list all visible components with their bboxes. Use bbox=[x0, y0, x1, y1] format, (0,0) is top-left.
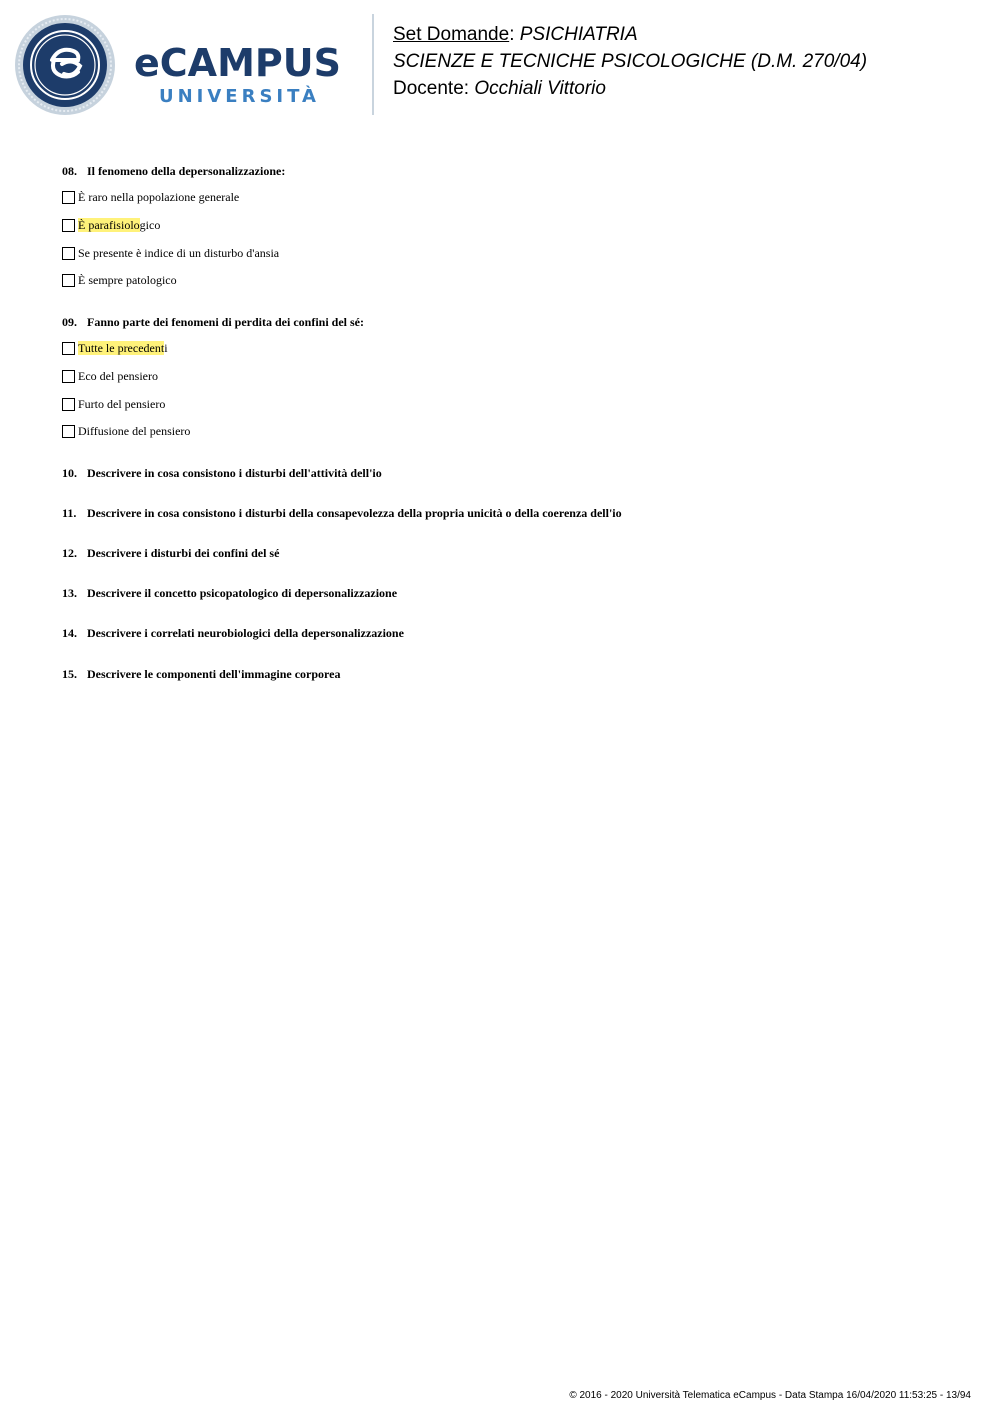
teacher-label: Docente: bbox=[393, 78, 475, 99]
ecampus-seal-icon bbox=[14, 14, 116, 116]
question-text: Descrivere in cosa consistono i disturbi della consapevolezza della propria unicità o della coerenza dell'io bbox=[87, 506, 622, 520]
question-title bbox=[62, 545, 279, 561]
header-info bbox=[393, 21, 867, 102]
answer-option[interactable] bbox=[62, 396, 165, 412]
page-footer: © 2016 - 2020 Università Telematica eCampus - Data Stampa 16/04/2020 11:53:25 - 13/94 bbox=[569, 1390, 971, 1401]
question-title bbox=[62, 666, 341, 682]
answer-checkbox[interactable] bbox=[62, 398, 75, 411]
answer-option[interactable] bbox=[62, 189, 239, 205]
answer-checkbox[interactable] bbox=[62, 191, 75, 204]
question-number: 08. bbox=[62, 164, 77, 178]
question-text: Descrivere il concetto psicopatologico di depersonalizzazione bbox=[87, 586, 398, 600]
option-text: Furto del pensiero bbox=[78, 397, 166, 411]
option-text: Eco del pensiero bbox=[78, 369, 158, 383]
answer-checkbox[interactable] bbox=[62, 274, 75, 287]
set-value: PSICHIATRIA bbox=[519, 24, 638, 45]
question-title bbox=[62, 465, 382, 481]
ecampus-wordmark bbox=[134, 40, 359, 112]
highlighted-answer: Tutte le precedent bbox=[78, 341, 165, 355]
option-text: Tutte le precedenti bbox=[78, 341, 168, 355]
answer-option[interactable] bbox=[62, 272, 177, 288]
option-text: È sempre patologico bbox=[78, 273, 177, 287]
option-text: È parafisiologico bbox=[78, 218, 161, 232]
question-number: 13. bbox=[62, 586, 77, 600]
question-title bbox=[62, 625, 404, 641]
question-text: Descrivere in cosa consistono i disturbi dell'attività dell'io bbox=[87, 466, 382, 480]
answer-checkbox[interactable] bbox=[62, 247, 75, 260]
logo-sub-text: UNIVERSITÀ bbox=[159, 86, 320, 107]
answer-option[interactable] bbox=[62, 423, 190, 439]
answer-checkbox[interactable] bbox=[62, 425, 75, 438]
question-number: 11. bbox=[62, 506, 77, 520]
option-text: È raro nella popolazione generale bbox=[78, 190, 240, 204]
question-number: 09. bbox=[62, 315, 77, 329]
question-text: Fanno parte dei fenomeni di perdita dei confini del sé: bbox=[87, 315, 364, 329]
answer-option[interactable] bbox=[62, 368, 158, 384]
question-number: 15. bbox=[62, 667, 77, 681]
answer-checkbox[interactable] bbox=[62, 342, 75, 355]
logo-brand-text: eCAMPUS bbox=[134, 41, 341, 85]
option-text: Diffusione del pensiero bbox=[78, 424, 191, 438]
question-number: 10. bbox=[62, 466, 77, 480]
question-text: Il fenomeno della depersonalizzazione: bbox=[87, 164, 286, 178]
header-divider bbox=[372, 14, 374, 115]
question-title bbox=[62, 314, 364, 330]
answer-option[interactable] bbox=[62, 340, 168, 356]
set-separator: : bbox=[509, 24, 520, 45]
question-text: Descrivere le componenti dell'immagine corporea bbox=[87, 667, 341, 681]
question-title bbox=[62, 163, 285, 179]
set-line bbox=[393, 21, 867, 48]
teacher-line bbox=[393, 75, 867, 102]
answer-option[interactable] bbox=[62, 217, 160, 233]
answer-checkbox[interactable] bbox=[62, 370, 75, 383]
set-label: Set Domande bbox=[393, 24, 510, 45]
option-text: Se presente è indice di un disturbo d'ansia bbox=[78, 246, 280, 260]
question-title bbox=[62, 585, 397, 601]
question-text: Descrivere i correlati neurobiologici della depersonalizzazione bbox=[87, 626, 404, 640]
question-number: 14. bbox=[62, 626, 77, 640]
answer-checkbox[interactable] bbox=[62, 219, 75, 232]
answer-option[interactable] bbox=[62, 245, 279, 261]
highlighted-answer: È parafisiolo bbox=[78, 218, 140, 232]
question-title bbox=[62, 505, 622, 521]
question-text: Descrivere i disturbi dei confini del sé bbox=[87, 546, 280, 560]
question-number: 12. bbox=[62, 546, 77, 560]
course-title: SCIENZE E TECNICHE PSICOLOGICHE (D.M. 270/04) bbox=[393, 51, 868, 72]
teacher-name: Occhiali Vittorio bbox=[474, 78, 606, 99]
